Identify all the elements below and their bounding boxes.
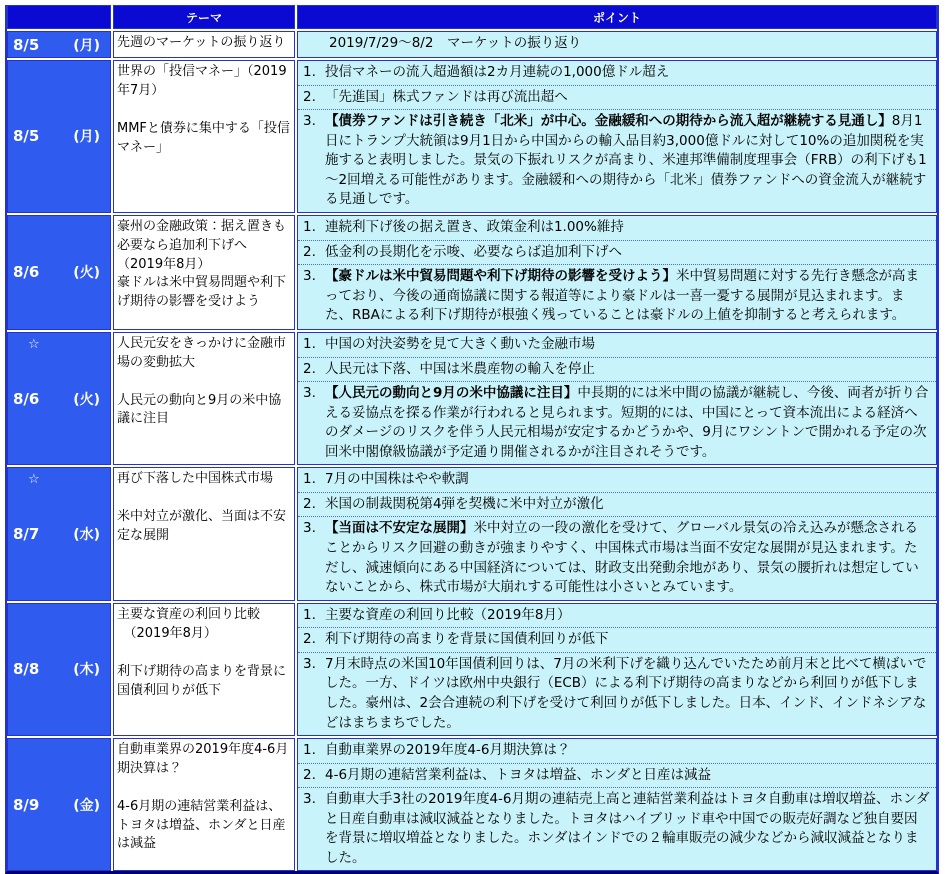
point-item — [298, 604, 936, 628]
weekday-label: (月) — [73, 129, 100, 146]
point-column-header: ポイント — [297, 5, 937, 29]
theme-line: MMFと債券に集中する「投信マネー」 — [117, 120, 290, 155]
point-body — [325, 519, 930, 597]
point-number: 2. — [303, 631, 316, 648]
point-cell — [297, 60, 937, 213]
point-body — [329, 34, 930, 54]
point-headline: 【当面は不安定な展開】 — [325, 520, 474, 537]
point-item — [298, 357, 936, 382]
point-text: 連続利下げ後の据え置き、政策金利は1.00%維持 — [325, 218, 624, 235]
theme-line — [117, 373, 291, 392]
point-number: 3. — [303, 520, 316, 537]
point-item — [298, 109, 936, 212]
date-label: 8/5 — [13, 127, 40, 146]
schedule-table — [5, 5, 939, 874]
theme-line: 人民元安をきっかけに金融市場の変動拡大 — [117, 335, 287, 370]
point-body — [325, 790, 930, 868]
point-item — [298, 32, 936, 56]
point-item — [298, 381, 936, 464]
point-text: 利下げ期待の高まりを背景に国債利回りが低下 — [325, 631, 609, 648]
theme-cell — [113, 31, 295, 58]
theme-cell — [113, 738, 295, 871]
weekday-label: (木) — [73, 662, 100, 679]
star-icon: ☆ — [28, 336, 40, 352]
point-body — [325, 112, 930, 210]
date-cell — [7, 215, 111, 330]
table-row — [7, 738, 937, 871]
table-row — [7, 31, 937, 58]
point-body — [325, 606, 930, 626]
point-body — [325, 384, 930, 462]
point-text: 7月末時点の米国10年国債利回りは、7月の米利下げを織り込んでいたため前月末と比べて横ばいでした。一方、ドイツは欧州中央銀行（ECB）による利下げ期待の高まりなどから利回りが低下しました。豪州は、2会合連続の利下げを受けて利回りが低下しました。日本、インド、インドネシアなどはまちまちでした。 — [325, 655, 927, 731]
theme-line — [117, 101, 291, 120]
table-header-row — [7, 5, 937, 29]
date-label: 8/6 — [13, 389, 40, 408]
weekday-label: (火) — [73, 391, 100, 408]
point-number: 1. — [303, 64, 316, 80]
point-body — [325, 741, 930, 761]
theme-cell — [113, 332, 295, 465]
date-label: 8/7 — [13, 525, 40, 543]
point-text: 2019/7/29～8/2 マーケットの振り返り — [329, 35, 582, 51]
point-body — [325, 335, 930, 355]
point-item — [298, 333, 936, 357]
point-cell — [297, 332, 937, 465]
theme-line: 世界の「投信マネー」（2019年7月） — [117, 64, 287, 98]
date-cell — [7, 31, 111, 58]
point-body — [325, 63, 930, 83]
theme-line — [117, 489, 291, 508]
point-number: 3. — [303, 113, 316, 130]
point-text: 自動車業界の2019年度4-6月期決算は？ — [325, 742, 571, 759]
point-number: 3. — [303, 655, 316, 672]
theme-line — [117, 779, 291, 798]
theme-cell — [113, 60, 295, 213]
point-body — [325, 470, 930, 490]
point-item — [298, 240, 936, 265]
table-row — [7, 603, 937, 736]
point-text: 投信マネーの流入超過額は2カ月連続の1,000億ドル超え — [325, 64, 670, 80]
point-text: 米中対立の一段の激化を受けて、グローバル景気の冷え込みが懸念されることからリスク回避の動きが強まりやすく、中国株式市場は当面不安定な展開が見込まれます。ただし、減速傾向にある中国経済については、財政支出発動余地があり、景気の腰折れは想定していないことから、株式市場が大崩れする可能性は小さいとみています。 — [325, 520, 919, 596]
star-icon: ☆ — [28, 472, 40, 488]
point-number: 1. — [303, 471, 316, 488]
theme-line: 豪州の金融政策：据え置きも必要なら追加利下げへ（2019年8月） — [117, 218, 287, 272]
weekday-label: (火) — [73, 265, 100, 282]
point-item — [298, 492, 936, 517]
date-cell — [7, 738, 111, 871]
point-body — [325, 630, 930, 650]
theme-line: 豪ドルは米中貿易問題や利下げ期待の影響を受けよう — [117, 275, 287, 310]
point-cell — [297, 215, 937, 330]
theme-line: 再び下落した中国株式市場 — [117, 471, 274, 487]
point-text: 中国の対決姿勢を見て大きく動いた金融市場 — [325, 335, 595, 352]
point-number: 1. — [303, 218, 316, 235]
point-text: 4-6月期の連結営業利益は、トヨタは増益、ホンダと日産は減益 — [325, 766, 712, 783]
weekday-label: (月) — [73, 37, 100, 54]
theme-cell — [113, 603, 295, 736]
theme-line: 先週のマーケットの振り返り — [117, 35, 286, 50]
point-item — [298, 216, 936, 240]
point-text: 自動車大手3社の2019年度4-6月期の連結売上高と連結営業利益はトヨタ自動車は増収増益、ホンダと日産自動車は減収減益となりました。トヨタはハイブリッド車や中国での販売好調など独自要因を背景に増収増益となりました。ホンダはインドでの２輪車販売の減少などから減収減益となりました。 — [325, 791, 930, 866]
date-label: 8/9 — [13, 795, 40, 814]
point-body — [325, 267, 930, 326]
date-column-header — [7, 5, 111, 29]
point-body — [325, 360, 930, 380]
point-number: 2. — [303, 495, 316, 512]
date-label: 8/8 — [13, 660, 40, 679]
table-row — [7, 467, 937, 600]
theme-cell — [113, 467, 295, 600]
point-item — [298, 468, 936, 492]
theme-line: 人民元の動向と9月の米中協議に注目 — [117, 392, 282, 427]
point-text: 7月の中国株はやや軟調 — [325, 471, 469, 488]
point-text: 低金利の長期化を示唆、必要ならば追加利下げへ — [325, 243, 622, 260]
theme-line: 利下げ期待の高まりを背景に国債利回りが低下 — [117, 663, 287, 698]
date-cell — [7, 467, 111, 600]
point-body — [325, 218, 930, 238]
point-item — [298, 627, 936, 652]
point-text: 主要な資産の利回り比較（2019年8月） — [325, 606, 571, 623]
point-number: 1. — [303, 606, 316, 623]
point-headline: 【人民元の動向と9月の米中協議に注目】 — [325, 385, 578, 402]
point-item — [298, 264, 936, 328]
point-cell — [297, 31, 937, 58]
point-text: 「先進国」株式ファンドは再び流出超へ — [325, 88, 568, 105]
theme-line: 自動車業界の2019年度4-6月期決算は？ — [117, 742, 289, 776]
table-row — [7, 215, 937, 330]
point-item — [298, 516, 936, 599]
point-body — [325, 243, 930, 263]
theme-line — [117, 644, 291, 663]
table-row — [7, 60, 937, 213]
point-number: 2. — [303, 88, 316, 105]
table-row — [7, 332, 937, 465]
point-item — [298, 739, 936, 763]
date-cell — [7, 332, 111, 465]
date-label: 8/6 — [13, 263, 40, 282]
theme-column-header: テーマ — [113, 5, 295, 29]
point-item — [298, 61, 936, 85]
point-cell — [297, 467, 937, 600]
point-headline: 【債券ファンドは引き続き「北米」が中心。金融緩和への期待から流入超が継続する見通し】 — [325, 113, 892, 130]
date-cell — [7, 603, 111, 736]
weekday-label: (金) — [73, 797, 100, 814]
point-text: 米国の制裁関税第4弾を契機に米中対立が激化 — [325, 495, 604, 512]
point-cell — [297, 603, 937, 736]
point-text: 人民元は下落、中国は米農産物の輸入を停止 — [325, 360, 595, 377]
point-cell — [297, 738, 937, 871]
theme-line: （2019年8月） — [117, 625, 217, 641]
point-number: 3. — [303, 791, 316, 808]
point-body — [325, 88, 930, 108]
point-number: 3. — [303, 385, 316, 402]
point-number: 2. — [303, 243, 316, 260]
point-item — [298, 652, 936, 735]
point-number: 2. — [303, 360, 316, 377]
theme-line: 4-6月期の連結営業利益は、トヨタは増益、ホンダと日産は減益 — [117, 798, 286, 852]
point-number: 2. — [303, 766, 316, 783]
theme-line: 米中対立が激化、当面は不安定な展開 — [117, 509, 287, 544]
point-body — [325, 495, 930, 515]
point-body — [325, 655, 930, 733]
point-text: 8月1日にトランプ大統領は9月1日から中国からの輸入品目約3,000億ドルに対して10%の追加関税を実施すると表明しました。景気の下振れリスクが高まり、米連邦準備制度理事会（FRB）の利下げも1～2回増える可能性があります。金融緩和への期待から「北米」債券ファンドへの資金流入が継続する見通しです。 — [325, 113, 927, 208]
point-text: 中長期的には米中間の協議が継続し、今後、両者が折り合える妥協点を探る作業が行われると見られます。短期的には、中国にとって資本流出による経済へのダメージのリスクを伴う人民元相場が安定するかどうかや、9月にワシントンで開かれる予定の次回米中閣僚級協議が予定通り開催されるかが注目されそうです。 — [325, 385, 929, 460]
point-number: 1. — [303, 742, 316, 759]
theme-line: 主要な資産の利回り比較 — [117, 606, 261, 622]
point-item — [298, 787, 936, 870]
point-item — [298, 763, 936, 788]
point-number — [303, 34, 329, 54]
point-headline: 【豪ドルは米中貿易問題や利下げ期待の影響を受けよう】 — [325, 268, 676, 285]
point-number: 1. — [303, 335, 316, 352]
weekday-label: (水) — [73, 527, 100, 543]
theme-cell — [113, 215, 295, 330]
point-body — [325, 766, 930, 786]
point-text: 米中貿易問題に対する先行き懸念が高まっており、今後の通商協議に関する報道等により豪ドルは一喜一憂する展開が見込まれます。また、RBAによる利下げ期待が根強く残っていることは豪ドルの上値を抑制すると考えられます。 — [325, 268, 919, 324]
point-number: 3. — [303, 268, 316, 285]
point-item — [298, 85, 936, 110]
date-cell — [7, 60, 111, 213]
date-label: 8/5 — [13, 35, 40, 54]
